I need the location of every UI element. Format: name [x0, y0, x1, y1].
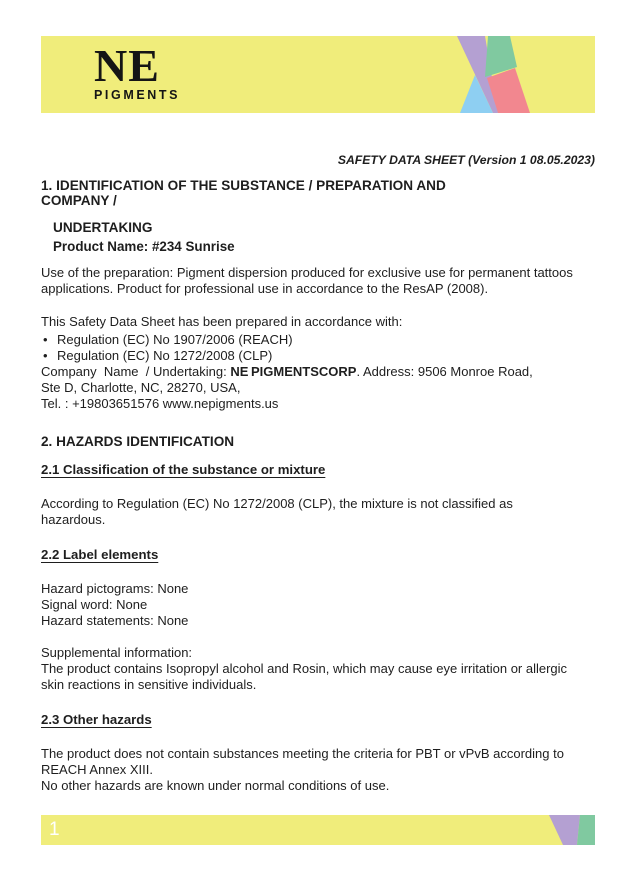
section22-heading: 2.2 Label elements — [41, 547, 159, 562]
section1-heading-line2: COMPANY / — [41, 193, 117, 208]
regulation-bullet-list — [41, 332, 595, 364]
regulation-reach: Regulation (EC) No 1907/2006 (REACH) — [57, 332, 293, 347]
hazard-pictograms-line: Hazard pictograms: None — [41, 581, 189, 596]
section1-heading — [41, 178, 595, 208]
green-strip-shape — [577, 815, 595, 845]
company-line2: Ste D, Charlotte, NC, 28270, USA, — [41, 380, 241, 395]
prepared-in-accordance-line: This Safety Data Sheet has been prepared in accordance with: — [41, 314, 403, 329]
section23-heading: 2.3 Other hazards — [41, 712, 152, 727]
list-item — [41, 348, 595, 364]
section1-heading-line1: 1. IDENTIFICATION OF THE SUBSTANCE / PREPARATION AND — [41, 178, 446, 193]
page-number: 1 — [49, 819, 60, 840]
bullet-icon: • — [43, 332, 48, 347]
supplemental-info-body: The product contains Isopropyl alcohol and Rosin, which may cause eye irritation or allergic skin reactions in sensitive individuals. — [41, 661, 568, 692]
company-line3: Tel. : +19803651576 www.nepigments.us — [41, 396, 279, 411]
bullet-icon: • — [43, 348, 48, 363]
logo-ne-text: NE — [94, 40, 160, 91]
section23-body1: The product does not contain substances meeting the criteria for PBT or vPvB according to REACH Annex XIII. — [41, 746, 564, 777]
hazard-statements-line: Hazard statements: None — [41, 613, 189, 628]
label-elements-lines — [41, 581, 595, 629]
section21-heading: 2.1 Classification of the substance or mixture — [41, 462, 326, 477]
signal-word-line: Signal word: None — [41, 597, 148, 612]
logo-pigments-text: PIGMENTS — [94, 88, 181, 102]
sds-version-line: SAFETY DATA SHEET (Version 1 08.05.2023) — [337, 153, 595, 167]
regulation-clp: Regulation (EC) No 1272/2008 (CLP) — [57, 348, 273, 363]
use-of-preparation-paragraph: Use of the preparation: Pigment dispersion produced for exclusive use for permanent tattoos applications. Product for professional use in accordance to the ResAP (2008). — [41, 265, 573, 296]
company-address: . Address: 9506 Monroe Road, — [356, 364, 533, 379]
company-line1 — [41, 364, 578, 380]
footer-geometric-decor — [535, 815, 595, 845]
page-footer — [41, 815, 595, 845]
banner-geometric-decor — [415, 36, 595, 113]
undertaking-label: UNDERTAKING — [53, 220, 153, 235]
product-name: Product Name: #234 Sunrise — [53, 239, 235, 254]
list-item — [41, 332, 595, 348]
section21-body: According to Regulation (EC) No 1272/2008 (CLP), the mixture is not classified as hazardous. — [41, 496, 513, 527]
company-prefix: Company Name / Undertaking: — [41, 364, 231, 379]
section23-body2: No other hazards are known under normal conditions of use. — [41, 778, 390, 793]
company-name-bold: NE PIGMENTSCORP — [230, 364, 357, 379]
supplemental-info-label: Supplemental information: — [41, 645, 193, 660]
company-details — [41, 364, 578, 412]
purple-trapezoid-shape — [549, 815, 580, 845]
section2-heading: 2. HAZARDS IDENTIFICATION — [41, 434, 235, 449]
header-banner — [41, 36, 595, 113]
company-logo — [94, 40, 181, 102]
